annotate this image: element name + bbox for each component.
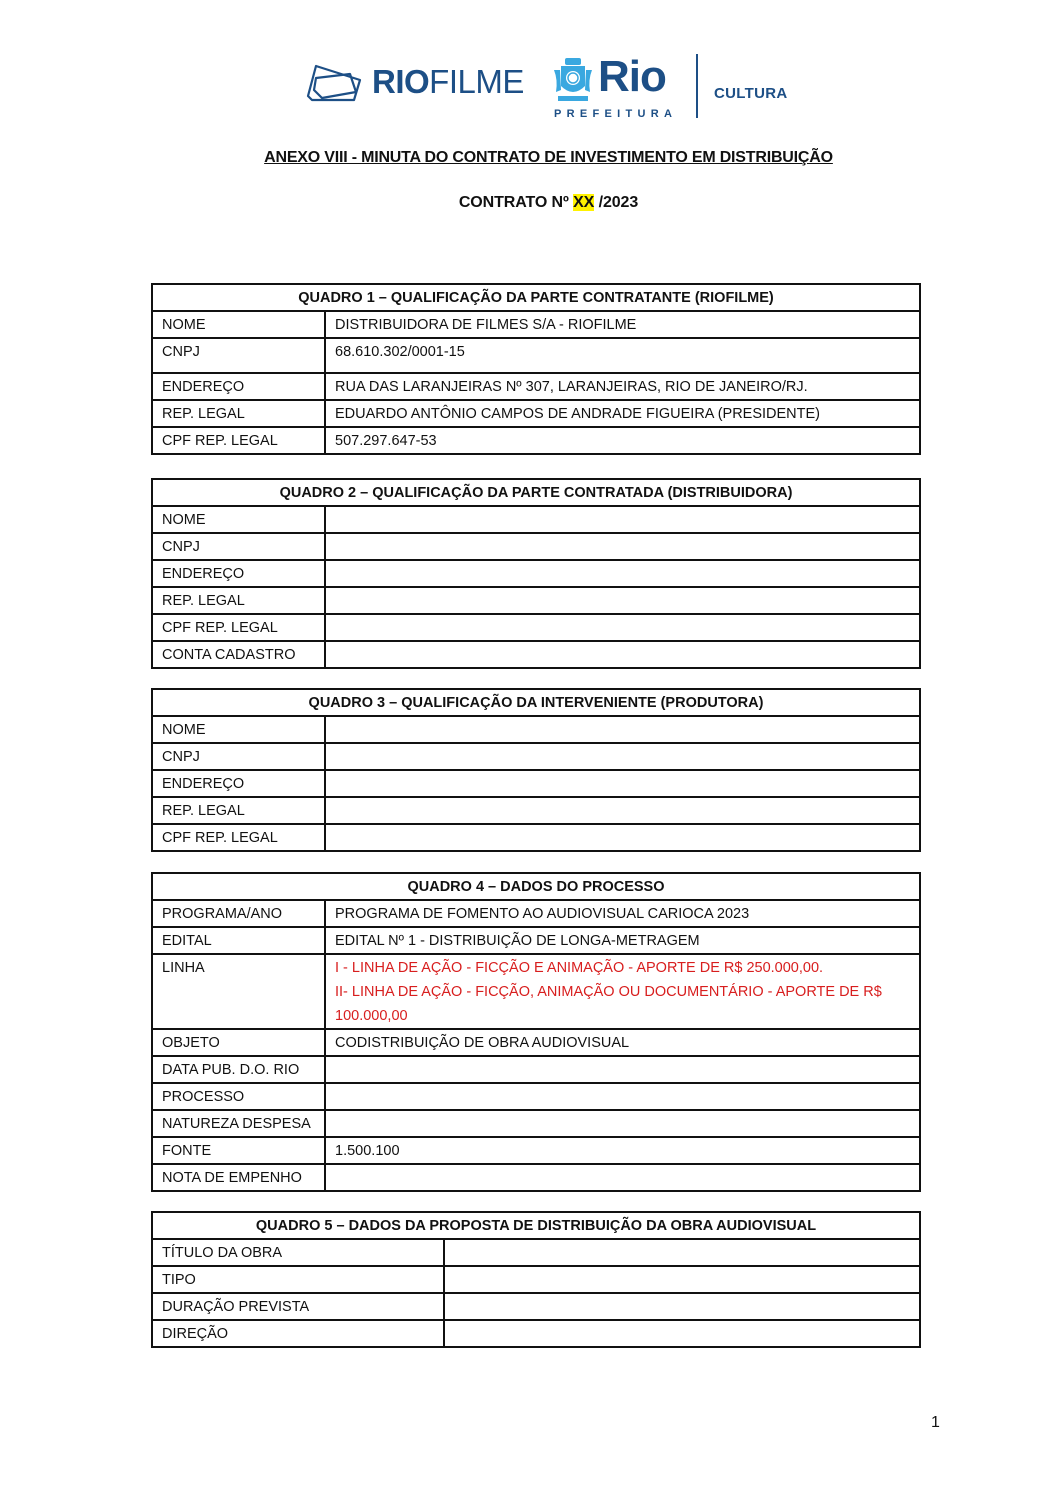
row-value-field[interactable] (325, 824, 920, 851)
table-row (152, 716, 920, 743)
table-row (152, 797, 920, 824)
row-label: ENDEREÇO (152, 770, 325, 797)
table-row (152, 927, 920, 954)
table-row (152, 373, 920, 400)
row-value-field[interactable] (444, 1320, 920, 1347)
table-row (152, 311, 920, 338)
quadro-4-table (151, 872, 921, 1192)
table-row (152, 614, 920, 641)
row-label: REP. LEGAL (152, 587, 325, 614)
row-value-field[interactable] (325, 560, 920, 587)
row-label: DIREÇÃO (152, 1320, 444, 1347)
cultura-text: CULTURA (714, 85, 788, 102)
row-value-field[interactable] (325, 716, 920, 743)
row-label: CNPJ (152, 743, 325, 770)
rio-crest-icon (552, 56, 594, 104)
table-row (152, 506, 920, 533)
page-number: 1 (931, 1414, 940, 1431)
row-value-field[interactable] (325, 1083, 920, 1110)
table-row (152, 1110, 920, 1137)
table-row (152, 1056, 920, 1083)
quadro-5-title: QUADRO 5 – DADOS DA PROPOSTA DE DISTRIBUIÇÃO DA OBRA AUDIOVISUAL (152, 1212, 920, 1239)
table-row (152, 1029, 920, 1056)
row-label: TIPO (152, 1266, 444, 1293)
row-label: ENDEREÇO (152, 373, 325, 400)
row-value: PROGRAMA DE FOMENTO AO AUDIOVISUAL CARIOCA 2023 (325, 900, 920, 927)
table-row (152, 427, 920, 454)
row-label: EDITAL (152, 927, 325, 954)
row-value-field[interactable] (444, 1293, 920, 1320)
row-label: CPF REP. LEGAL (152, 427, 325, 454)
row-label: REP. LEGAL (152, 797, 325, 824)
row-label: NOME (152, 506, 325, 533)
row-value: DISTRIBUIDORA DE FILMES S/A - RIOFILME (325, 311, 920, 338)
row-label: NATUREZA DESPESA (152, 1110, 325, 1137)
table-row (152, 1293, 920, 1320)
contract-number-line (0, 194, 1060, 212)
row-value-field[interactable] (325, 641, 920, 668)
table-row (152, 1320, 920, 1347)
row-label: DATA PUB. D.O. RIO (152, 1056, 325, 1083)
row-value-field[interactable] (325, 797, 920, 824)
quadro-5-table (151, 1211, 921, 1348)
quadro-2-title: QUADRO 2 – QUALIFICAÇÃO DA PARTE CONTRATADA (DISTRIBUIDORA) (152, 479, 920, 506)
table-row (152, 770, 920, 797)
row-value: 1.500.100 (325, 1137, 920, 1164)
riofilme-logo-icon (304, 62, 364, 102)
quadro-3-title: QUADRO 3 – QUALIFICAÇÃO DA INTERVENIENTE (PRODUTORA) (152, 689, 920, 716)
table-row (152, 1164, 920, 1191)
quadro-2-table (151, 478, 921, 669)
riofilme-bold: RIO (372, 63, 430, 100)
table-row (152, 824, 920, 851)
table-row (152, 641, 920, 668)
quadro-3-table (151, 688, 921, 852)
row-label: NOME (152, 311, 325, 338)
quadro-1-title: QUADRO 1 – QUALIFICAÇÃO DA PARTE CONTRATANTE (RIOFILME) (152, 284, 920, 311)
linha-option-1: I - LINHA DE AÇÃO - FICÇÃO E ANIMAÇÃO - APORTE DE R$ 250.000,00. (335, 960, 824, 976)
table-row (152, 954, 920, 1029)
riofilme-logo-text (372, 64, 524, 100)
row-value-field[interactable] (444, 1266, 920, 1293)
row-label: PROGRAMA/ANO (152, 900, 325, 927)
riofilme-light: FILME (429, 63, 524, 100)
row-value: RUA DAS LARANJEIRAS Nº 307, LARANJEIRAS, RIO DE JANEIRO/RJ. (325, 373, 920, 400)
row-value: EDITAL Nº 1 - DISTRIBUIÇÃO DE LONGA-METRAGEM (325, 927, 920, 954)
row-value: CODISTRIBUIÇÃO DE OBRA AUDIOVISUAL (325, 1029, 920, 1056)
linha-option-2: II- LINHA DE AÇÃO - FICÇÃO, ANIMAÇÃO OU DOCUMENTÁRIO - APORTE DE R$ 100.000,00 (335, 984, 882, 1024)
linha-value (325, 954, 920, 1029)
row-value-field[interactable] (325, 587, 920, 614)
quadro-4-title: QUADRO 4 – DADOS DO PROCESSO (152, 873, 920, 900)
table-row (152, 338, 920, 373)
row-value-field[interactable] (325, 533, 920, 560)
row-value-field[interactable] (325, 614, 920, 641)
row-label: OBJETO (152, 1029, 325, 1056)
table-row (152, 900, 920, 927)
row-value-field[interactable] (444, 1239, 920, 1266)
row-label: NOTA DE EMPENHO (152, 1164, 325, 1191)
logo-divider (696, 54, 698, 118)
row-label: ENDEREÇO (152, 560, 325, 587)
rio-logo-text: Rio (598, 52, 666, 101)
row-value: EDUARDO ANTÔNIO CAMPOS DE ANDRADE FIGUEIRA (PRESIDENTE) (325, 400, 920, 427)
row-label: CNPJ (152, 533, 325, 560)
contract-suffix: /2023 (594, 194, 639, 211)
row-label: CONTA CADASTRO (152, 641, 325, 668)
row-label: FONTE (152, 1137, 325, 1164)
table-row (152, 1239, 920, 1266)
row-label: DURAÇÃO PREVISTA (152, 1293, 444, 1320)
row-label: PROCESSO (152, 1083, 325, 1110)
table-row (152, 533, 920, 560)
row-label: CNPJ (152, 338, 325, 373)
row-label: LINHA (152, 954, 325, 1029)
table-row (152, 587, 920, 614)
header-logos (300, 52, 800, 122)
row-label: TÍTULO DA OBRA (152, 1239, 444, 1266)
document-title (0, 149, 1060, 167)
row-value-field[interactable] (325, 1164, 920, 1191)
row-label: CPF REP. LEGAL (152, 824, 325, 851)
table-row (152, 1137, 920, 1164)
quadro-1-table (151, 283, 921, 455)
table-row (152, 400, 920, 427)
contract-number-highlight: XX (573, 194, 595, 211)
row-value: 68.610.302/0001-15 (325, 338, 920, 373)
row-label: REP. LEGAL (152, 400, 325, 427)
table-row (152, 1266, 920, 1293)
row-value-field[interactable] (325, 743, 920, 770)
row-value-field[interactable] (325, 1110, 920, 1137)
row-value: 507.297.647-53 (325, 427, 920, 454)
row-label: NOME (152, 716, 325, 743)
row-value-field[interactable] (325, 1056, 920, 1083)
table-row (152, 743, 920, 770)
contract-prefix: CONTRATO Nº (458, 194, 574, 211)
row-label: CPF REP. LEGAL (152, 614, 325, 641)
prefeitura-text: PREFEITURA (554, 108, 678, 120)
table-row (152, 1083, 920, 1110)
row-value-field[interactable] (325, 506, 920, 533)
table-row (152, 560, 920, 587)
document-title-text: ANEXO VIII - MINUTA DO CONTRATO DE INVESTIMENTO EM DISTRIBUIÇÃO (264, 149, 833, 166)
row-value-field[interactable] (325, 770, 920, 797)
